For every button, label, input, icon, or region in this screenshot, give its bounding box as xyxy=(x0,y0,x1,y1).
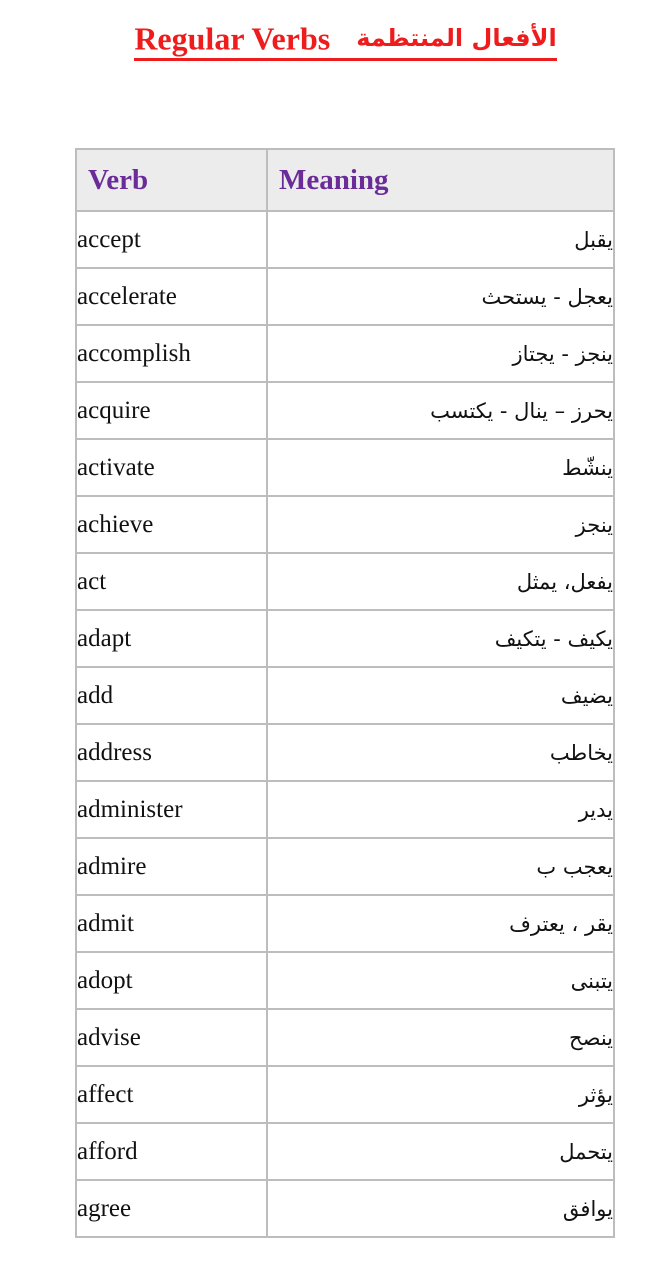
table-header-row xyxy=(76,149,614,211)
header-verb: Verb xyxy=(76,149,267,211)
table-body xyxy=(76,211,614,1237)
verb-cell: achieve xyxy=(76,496,267,553)
verb-cell: add xyxy=(76,667,267,724)
table-row xyxy=(76,1123,614,1180)
table-row xyxy=(76,952,614,1009)
meaning-cell: يفعل، يمثل xyxy=(267,553,614,610)
verb-cell: accelerate xyxy=(76,268,267,325)
meaning-cell: يؤثر xyxy=(267,1066,614,1123)
table-row xyxy=(76,268,614,325)
verb-cell: advise xyxy=(76,1009,267,1066)
table-row xyxy=(76,439,614,496)
verb-cell: accomplish xyxy=(76,325,267,382)
verb-cell: address xyxy=(76,724,267,781)
meaning-cell: يكيف - يتكيف xyxy=(267,610,614,667)
title-english: Regular Verbs xyxy=(134,20,331,57)
header-meaning: Meaning xyxy=(267,149,614,211)
table-row xyxy=(76,496,614,553)
meaning-cell: ينجز - يجتاز xyxy=(267,325,614,382)
table-row xyxy=(76,781,614,838)
verb-cell: adopt xyxy=(76,952,267,1009)
verb-cell: accept xyxy=(76,211,267,268)
title-arabic: الأفعال المنتظمة xyxy=(356,24,557,53)
meaning-cell: يعجل - يستحث xyxy=(267,268,614,325)
table-row xyxy=(76,1009,614,1066)
meaning-cell: يعجب ب xyxy=(267,838,614,895)
table-row xyxy=(76,895,614,952)
table-row xyxy=(76,211,614,268)
table-row xyxy=(76,838,614,895)
meaning-cell: يوافق xyxy=(267,1180,614,1237)
verb-cell: acquire xyxy=(76,382,267,439)
table-row xyxy=(76,1066,614,1123)
verb-cell: admire xyxy=(76,838,267,895)
meaning-cell: يقبل xyxy=(267,211,614,268)
page-title xyxy=(0,18,667,61)
meaning-cell: يتحمل xyxy=(267,1123,614,1180)
verb-cell: act xyxy=(76,553,267,610)
meaning-cell: ينصح xyxy=(267,1009,614,1066)
verb-cell: admit xyxy=(76,895,267,952)
verb-cell: affect xyxy=(76,1066,267,1123)
meaning-cell: يحرز – ينال - يكتسب xyxy=(267,382,614,439)
table-row xyxy=(76,724,614,781)
verbs-table xyxy=(75,148,615,1238)
title-underlined xyxy=(134,18,556,61)
table-row xyxy=(76,553,614,610)
table-row xyxy=(76,667,614,724)
meaning-cell: يخاطب xyxy=(267,724,614,781)
meaning-cell: يقر ، يعترف xyxy=(267,895,614,952)
table-row xyxy=(76,1180,614,1237)
meaning-cell: يضيف xyxy=(267,667,614,724)
meaning-cell: ينشّط xyxy=(267,439,614,496)
meaning-cell: ينجز xyxy=(267,496,614,553)
table-row xyxy=(76,382,614,439)
verb-cell: administer xyxy=(76,781,267,838)
verb-cell: agree xyxy=(76,1180,267,1237)
verb-cell: afford xyxy=(76,1123,267,1180)
table-row xyxy=(76,325,614,382)
verb-cell: adapt xyxy=(76,610,267,667)
meaning-cell: يدير xyxy=(267,781,614,838)
table-row xyxy=(76,610,614,667)
meaning-cell: يتبنى xyxy=(267,952,614,1009)
verb-cell: activate xyxy=(76,439,267,496)
